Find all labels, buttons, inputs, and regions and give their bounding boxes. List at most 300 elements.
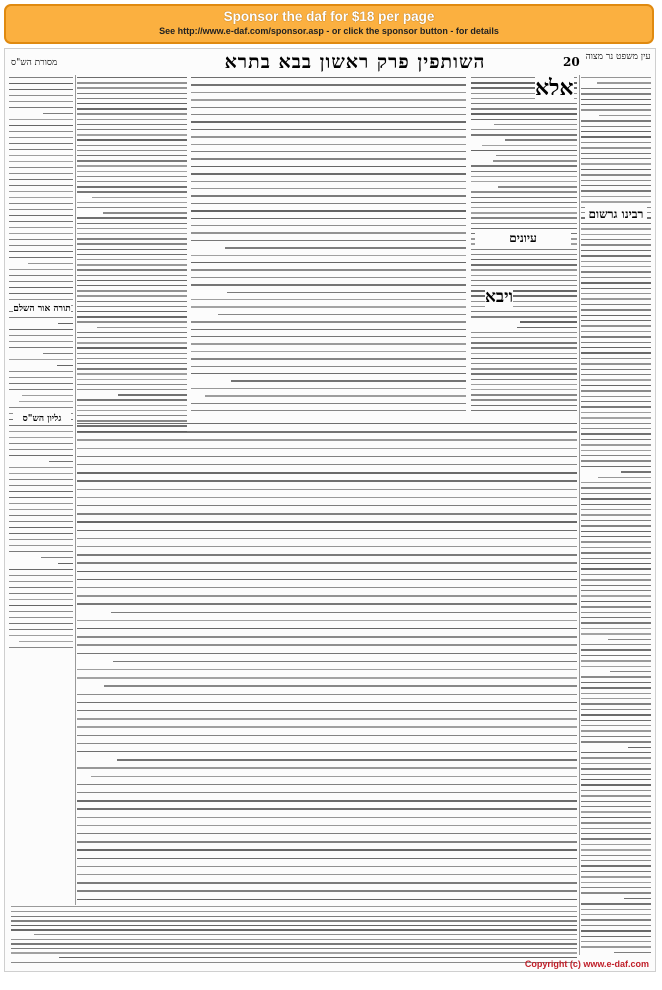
text-line: [581, 644, 651, 645]
text-line: [581, 833, 651, 834]
text-line: [581, 412, 651, 413]
text-line: [581, 941, 651, 942]
text-line: [471, 165, 577, 166]
text-line: [9, 383, 73, 384]
text-line: [9, 371, 73, 372]
text-line: [581, 936, 651, 937]
rabbenu-gershom-heading: רבינו גרשום: [585, 207, 647, 222]
text-line: [77, 439, 577, 440]
text-line: [113, 661, 577, 662]
text-line: [77, 290, 187, 291]
text-line: [581, 261, 651, 262]
text-line: [581, 174, 651, 175]
text-line: [581, 417, 651, 418]
text-line: [77, 530, 577, 531]
text-line: [471, 337, 577, 338]
text-line: [581, 190, 651, 191]
text-line: [77, 767, 577, 768]
page-title: השותפין פרק ראשון בבא בתרא: [224, 51, 486, 73]
text-line: [9, 299, 73, 300]
text-line: [471, 342, 577, 343]
text-line: [77, 259, 187, 260]
text-line: [581, 439, 651, 440]
text-line: [77, 145, 187, 146]
text-line: [471, 223, 577, 224]
text-line: [77, 817, 577, 818]
text-line: [581, 88, 651, 89]
text-line: [77, 108, 187, 109]
text-line: [191, 114, 466, 115]
text-line: [471, 259, 577, 260]
text-line: [471, 202, 577, 203]
text-line: [581, 687, 651, 688]
text-line: [77, 165, 187, 166]
text-line: [77, 431, 577, 432]
text-line: [471, 176, 577, 177]
text-line: [191, 218, 466, 219]
text-line: [191, 269, 466, 270]
text-line: [77, 264, 187, 265]
text-line: [471, 332, 577, 333]
text-line: [77, 546, 577, 547]
text-line: [43, 113, 73, 114]
text-line: [11, 939, 577, 940]
text-line: [9, 623, 73, 624]
text-line: [581, 298, 651, 299]
text-line: [581, 930, 651, 931]
text-line: [9, 251, 73, 252]
text-line: [9, 443, 73, 444]
torah-or-heading: תורה אור השלם: [13, 304, 71, 314]
text-line: [77, 497, 577, 498]
text-line: [471, 212, 577, 213]
text-line: [191, 188, 466, 189]
iyunim-heading: עיונים: [475, 231, 571, 246]
text-line: [77, 415, 187, 416]
text-line: [9, 551, 73, 552]
text-line: [11, 962, 577, 963]
text-line: [581, 433, 651, 434]
page-number: 20: [563, 55, 580, 69]
text-line: [9, 239, 73, 240]
text-line: [581, 914, 651, 915]
text-line: [471, 316, 577, 317]
text-line: [471, 311, 577, 312]
text-line: [471, 394, 577, 395]
text-line: [9, 581, 73, 582]
text-line: [9, 485, 73, 486]
text-line: [9, 347, 73, 348]
text-line: [581, 282, 651, 283]
text-line: [77, 202, 187, 203]
text-line: [471, 191, 577, 192]
text-line: [59, 957, 577, 958]
text-line: [191, 321, 466, 322]
text-line: [581, 460, 651, 461]
text-line: [77, 389, 187, 390]
text-line: [77, 423, 577, 424]
text-line: [77, 93, 187, 94]
text-line: [9, 341, 73, 342]
text-line: [9, 179, 73, 180]
text-line: [77, 735, 577, 736]
text-line: [581, 946, 651, 947]
catchword-open: אלא: [535, 75, 574, 101]
text-line: [77, 841, 577, 842]
text-line: [581, 720, 651, 721]
gilyon-heading: גליון הש"ס: [13, 413, 71, 424]
text-line: [581, 271, 651, 272]
text-line: [9, 161, 73, 162]
text-line: [9, 587, 73, 588]
text-line: [77, 399, 187, 400]
text-line: [9, 137, 73, 138]
text-line: [471, 134, 577, 135]
text-line: [77, 347, 187, 348]
text-line: [9, 521, 73, 522]
text-line: [77, 718, 577, 719]
text-line: [77, 285, 187, 286]
text-line: [581, 633, 651, 634]
text-line: [77, 134, 187, 135]
text-line: [77, 171, 187, 172]
text-line: [77, 228, 187, 229]
text-line: [77, 280, 187, 281]
text-line: [581, 822, 651, 823]
text-line: [9, 293, 73, 294]
text-line: [191, 151, 466, 152]
text-line: [581, 682, 651, 683]
text-line: [77, 379, 187, 380]
text-line: [77, 587, 577, 588]
text-line: [9, 149, 73, 150]
text-line: [9, 131, 73, 132]
text-line: [77, 448, 577, 449]
text-line: [581, 768, 651, 769]
text-line: [9, 647, 73, 648]
text-line: [581, 293, 651, 294]
text-line: [581, 763, 651, 764]
text-line: [471, 217, 577, 218]
text-line: [581, 865, 651, 866]
text-line: [191, 388, 466, 389]
text-line: [581, 358, 651, 359]
text-line: [77, 113, 187, 114]
text-line: [471, 275, 577, 276]
text-line: [191, 299, 466, 300]
text-line: [9, 317, 73, 318]
text-line: [111, 612, 577, 613]
text-line: [77, 792, 577, 793]
text-line: [77, 87, 187, 88]
text-line: [581, 153, 651, 154]
left-margin-notes: [9, 75, 73, 655]
text-line: [77, 595, 577, 596]
text-line: [581, 882, 651, 883]
text-line: [191, 129, 466, 130]
text-line: [581, 99, 651, 100]
text-line: [581, 423, 651, 424]
text-line: [77, 472, 577, 473]
text-line: [581, 109, 651, 110]
sponsor-subtitle[interactable]: See http://www.e-daf.com/sponsor.asp - or click the sponsor button - for details: [159, 26, 499, 36]
text-line: [77, 155, 187, 156]
text-line: [581, 628, 651, 629]
text-line: [581, 925, 651, 926]
text-line: [581, 801, 651, 802]
catchword-vavo: ויבא: [485, 287, 513, 307]
text-line: [77, 603, 577, 604]
text-line: [77, 217, 187, 218]
text-line: [581, 255, 651, 256]
text-line: [581, 779, 651, 780]
text-line: [471, 150, 577, 151]
text-line: [581, 239, 651, 240]
text-line: [581, 806, 651, 807]
text-line: [9, 503, 73, 504]
text-line: [9, 203, 73, 204]
text-line: [581, 838, 651, 839]
text-line: [493, 160, 577, 161]
text-line: [581, 352, 651, 353]
text-line: [77, 669, 577, 670]
text-line: [581, 169, 651, 170]
text-line: [581, 487, 651, 488]
text-line: [9, 245, 73, 246]
column-divider: [75, 75, 76, 905]
text-line: [77, 342, 187, 343]
text-line: [581, 385, 651, 386]
text-line: [482, 145, 577, 146]
text-line: [77, 808, 577, 809]
text-line: [9, 629, 73, 630]
text-line: [11, 943, 577, 944]
text-line: [9, 545, 73, 546]
text-line: [581, 909, 651, 910]
text-line: [77, 77, 187, 78]
text-line: [581, 547, 651, 548]
text-line: [581, 277, 651, 278]
text-line: [581, 655, 651, 656]
text-line: [77, 98, 187, 99]
text-line: [581, 196, 651, 197]
text-line: [77, 866, 577, 867]
text-line: [9, 407, 73, 408]
text-line: [9, 89, 73, 90]
text-line: [77, 150, 187, 151]
text-line: [191, 210, 466, 211]
text-line: [77, 636, 577, 637]
text-line: [9, 143, 73, 144]
text-line: [581, 234, 651, 235]
text-line: [97, 327, 187, 328]
text-line: [9, 119, 73, 120]
text-line: [77, 743, 577, 744]
text-line: [77, 899, 577, 900]
text-line: [225, 247, 466, 248]
text-line: [9, 329, 73, 330]
text-line: [191, 225, 466, 226]
sponsor-title[interactable]: Sponsor the daf for $18 per page: [223, 9, 435, 24]
text-line: [471, 379, 577, 380]
text-line: [191, 410, 466, 411]
text-line: [581, 606, 651, 607]
text-line: [77, 521, 577, 522]
text-line: [77, 800, 577, 801]
text-line: [77, 363, 187, 364]
text-line: [581, 93, 651, 94]
text-line: [520, 321, 577, 322]
text-line: [191, 158, 466, 159]
text-line: [581, 725, 651, 726]
text-line: [77, 620, 577, 621]
sponsor-banner[interactable]: [4, 4, 654, 44]
footnotes: [11, 909, 577, 967]
text-line: [9, 221, 73, 222]
text-line: [191, 403, 466, 404]
text-line: [9, 335, 73, 336]
text-line: [9, 527, 73, 528]
text-line: [77, 456, 577, 457]
column-divider: [11, 906, 577, 907]
left-header: מסורת הש"ס: [11, 58, 58, 68]
text-line: [191, 232, 466, 233]
text-line: [581, 666, 651, 667]
text-line: [599, 115, 651, 116]
text-line: [581, 590, 651, 591]
text-line: [581, 158, 651, 159]
text-line: [191, 107, 466, 108]
text-line: [471, 197, 577, 198]
text-line: [581, 736, 651, 737]
text-line: [191, 203, 466, 204]
text-line: [581, 558, 651, 559]
text-line: [92, 197, 187, 198]
text-line: [581, 855, 651, 856]
text-line: [77, 384, 187, 385]
text-line: [41, 557, 73, 558]
text-line: [77, 139, 187, 140]
text-line: [581, 703, 651, 704]
text-line: [9, 389, 73, 390]
text-line: [581, 369, 651, 370]
text-line: [581, 563, 651, 564]
text-line: [581, 396, 651, 397]
text-line: [581, 817, 651, 818]
text-line: [621, 471, 651, 472]
text-line: [581, 374, 651, 375]
text-line: [581, 622, 651, 623]
text-line: [581, 795, 651, 796]
text-line: [9, 125, 73, 126]
text-line: [77, 301, 187, 302]
text-line: [581, 844, 651, 845]
text-line: [77, 124, 187, 125]
text-line: [9, 479, 73, 480]
text-line: [9, 227, 73, 228]
text-line: [581, 320, 651, 321]
text-line: [77, 243, 187, 244]
text-line: [91, 776, 577, 777]
text-line: [471, 410, 577, 411]
text-line: [77, 223, 187, 224]
text-line: [191, 284, 466, 285]
text-line: [9, 281, 73, 282]
text-line: [9, 449, 73, 450]
text-line: [9, 533, 73, 534]
text-line: [77, 207, 187, 208]
text-line: [77, 254, 187, 255]
text-line: [471, 389, 577, 390]
text-line: [581, 876, 651, 877]
text-line: [581, 520, 651, 521]
text-line: [581, 336, 651, 337]
text-line: [581, 714, 651, 715]
text-line: [205, 395, 466, 396]
text-line: [581, 574, 651, 575]
text-line: [581, 871, 651, 872]
text-line: [11, 948, 577, 949]
text-line: [9, 83, 73, 84]
text-line: [191, 92, 466, 93]
text-line: [191, 329, 466, 330]
text-line: [494, 124, 577, 125]
text-line: [581, 163, 651, 164]
text-line: [77, 825, 577, 826]
text-line: [471, 384, 577, 385]
column-divider: [579, 75, 580, 955]
text-line: [581, 790, 651, 791]
text-line: [57, 365, 73, 366]
text-line: [581, 579, 651, 580]
copyright-notice[interactable]: Copyright (c) www.e-daf.com: [524, 959, 649, 969]
text-line: [77, 571, 577, 572]
text-line: [581, 390, 651, 391]
text-line: [77, 751, 577, 752]
text-line: [581, 849, 651, 850]
text-line: [9, 269, 73, 270]
gemara-wide-text: [77, 421, 577, 901]
text-line: [77, 373, 187, 374]
text-line: [77, 694, 577, 695]
text-line: [77, 311, 187, 312]
text-line: [77, 295, 187, 296]
text-line: [77, 358, 187, 359]
text-line: [77, 410, 187, 411]
text-line: [9, 473, 73, 474]
text-line: [77, 464, 577, 465]
text-line: [191, 84, 466, 85]
text-line: [9, 359, 73, 360]
text-line: [581, 304, 651, 305]
text-line: [77, 677, 577, 678]
text-line: [11, 929, 577, 930]
text-line: [9, 377, 73, 378]
text-line: [77, 890, 577, 891]
text-line: [517, 327, 577, 328]
tosafot-column: [77, 75, 187, 435]
text-line: [471, 249, 577, 250]
talmud-page: [4, 48, 656, 972]
text-line: [581, 250, 651, 251]
text-line: [28, 263, 73, 264]
text-line: [9, 617, 73, 618]
text-line: [471, 108, 577, 109]
text-line: [77, 316, 187, 317]
text-line: [104, 685, 577, 686]
text-line: [581, 595, 651, 596]
text-line: [581, 552, 651, 553]
